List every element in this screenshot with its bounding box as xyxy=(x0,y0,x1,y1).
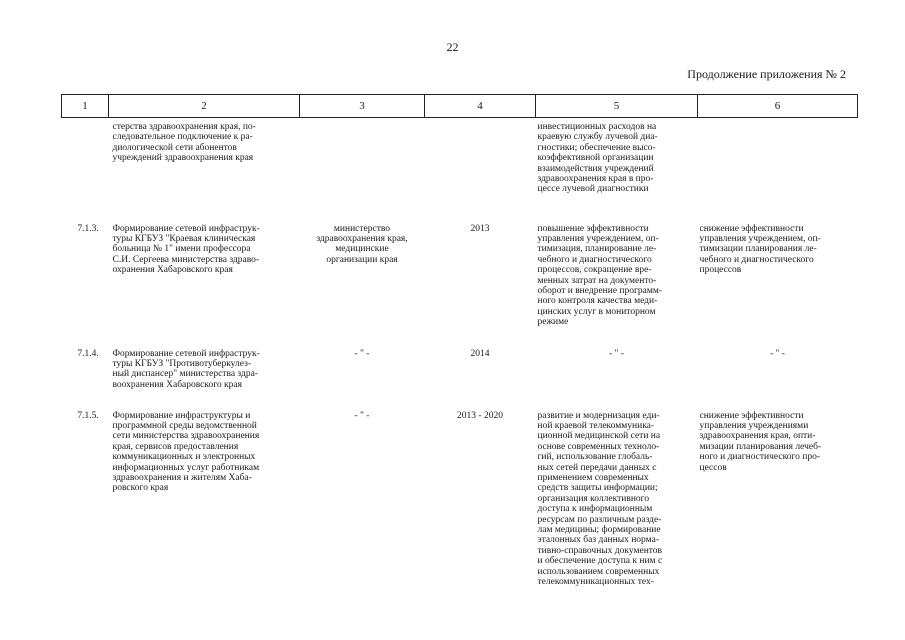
table-row-continued xyxy=(62,118,858,224)
period-text: 2013 - 2020 xyxy=(457,410,503,421)
measure-text: Формирование сетевой инфраструк- туры КГБУЗ "Краевая клиническая больница № 1" имени профессора С.И. Сергеева министерства здраво- охранения Хабаровского края xyxy=(112,223,260,276)
row-number xyxy=(62,118,109,224)
measure-text: стерства здравоохранения края, по- следовательное подключение к ра- диологической сети абонентов учреждений здравоохранения края xyxy=(112,122,256,164)
table-row-7-1-4 xyxy=(62,349,858,411)
consequence-text: - " - xyxy=(770,348,785,359)
executor-text: - " - xyxy=(354,348,370,359)
measure-text: Формирование сетевой инфраструк- туры КГБУЗ "Противотуберкулез- ный диспансер" министерства здра- воохранения Хабаровского края xyxy=(112,348,260,390)
period-text: 2013 xyxy=(470,223,490,234)
table-row-7-1-5 xyxy=(62,411,858,588)
result-text: развитие и модернизация еди- ной краевой телекоммуника- ционной медицинской сети на основе современных техноло- гий, использование глобаль- ных сетей передачи данных с применением современных средств защиты информации; организация коллективного доступа к информационным ресурсам по различным разде- лам медицины; формирование эталонных баз данных норма- тивно-справочных документов и обеспечение доступа к ним с использованием современных телекоммуникационных тех- xyxy=(537,410,663,587)
column-header-2: 2 xyxy=(109,95,300,118)
continuation-label: Продолжение приложения № 2 xyxy=(687,67,846,81)
row-number: 7.1.5. xyxy=(77,410,99,421)
executor-text xyxy=(300,118,425,224)
column-header-5: 5 xyxy=(536,95,698,118)
result-text: - " - xyxy=(609,348,624,359)
column-header-1: 1 xyxy=(62,95,109,118)
consequence-text: снижение эффективности управления учреждением, оп- тимизации планирования ле- чебного и диагностического процессов xyxy=(699,223,821,276)
table-row-7-1-3 xyxy=(62,224,858,349)
page-number: 22 xyxy=(446,40,459,54)
column-header-4: 4 xyxy=(425,95,536,118)
executor-text: министерство здравоохранения края, медицинские организации края xyxy=(316,223,408,265)
consequence-text xyxy=(698,118,858,224)
result-text: повышение эффективности управления учреждением, оп- тимизация, планирование ле- чебного и диагностического процессов, сокращение вре- менных затрат на документо- оборот и внедрение программ- ного контроля качества меди- цинских услуг в мониторном режиме xyxy=(537,223,663,328)
column-header-6: 6 xyxy=(698,95,858,118)
row-number: 7.1.3. xyxy=(77,223,99,234)
period-text xyxy=(425,118,536,224)
executor-text: - " - xyxy=(354,410,370,421)
consequence-text: снижение эффективности управления учреждениями здравоохранения края, опти- мизации планирования лечеб- ного и диагностического про- цессов xyxy=(699,410,822,473)
row-number: 7.1.4. xyxy=(77,348,99,359)
result-text: инвестиционных расходов на краевую службу лучевой диа- гностики; обеспечение высо- коэффективной организации взаимодействия учреждений здравоохранения края в про- цессе лучевой диагностики xyxy=(537,122,658,195)
period-text: 2014 xyxy=(470,348,490,359)
measures-table xyxy=(61,94,858,587)
column-header-3: 3 xyxy=(300,95,425,118)
table-header-row xyxy=(62,95,858,118)
measure-text: Формирование инфраструктуры и программной среды ведомственной сети министерства здравоохранения края, сервисов предоставления коммуникационных и электронных информационных услуг работникам здравоохранения и жителям Хаба- ровского края xyxy=(112,410,260,494)
